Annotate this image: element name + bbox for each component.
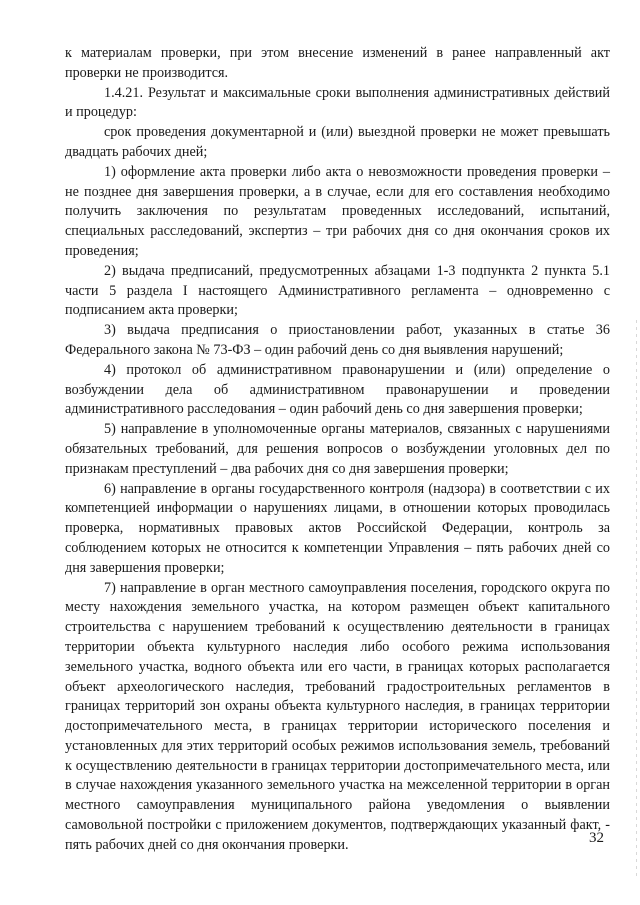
paragraph-item-5: 5) направление в уполномоченные органы материалов, связанных с нарушениями обязательных требований, для решения вопросов о возбуждении уголовных дел по признакам преступлений – два рабочих дня со дня завершения проверки; bbox=[65, 421, 610, 477]
paragraph-continuation: к материалам проверки, при этом внесение изменений в ранее направленный акт проверки не производится. bbox=[65, 45, 610, 81]
paragraph-section-heading: 1.4.21. Результат и максимальные сроки выполнения административных действий и процедур: bbox=[65, 84, 610, 121]
paragraph-item-1: 1) оформление акта проверки либо акта о невозможности проведения проверки – не позднее дня завершения проверки, а в случае, если для его составления необходимо получить заключения по результатам проведенных исследований, испытаний, специальных расследований, экспертиз – три рабочих дня со дня окончания сроков их проведения; bbox=[65, 163, 610, 259]
scan-edge-mark bbox=[636, 320, 637, 880]
paragraph-item-2: 2) выдача предписаний, предусмотренных абзацами 1-3 подпункта 2 пункта 5.1 части 5 раздела I настоящего Административного регламента – одновременно с подписанием акта проверки; bbox=[65, 262, 610, 319]
paragraph-inspection-term: срок проведения документарной и (или) выездной проверки не может превышать двадцать рабочих дней; bbox=[65, 124, 610, 160]
document-page bbox=[65, 44, 610, 856]
page-number: 32 bbox=[589, 830, 604, 846]
paragraph-item-6: 6) направление в органы государственного контроля (надзора) в соответствии с их компетенцией информации о нарушениях лицами, в отношении которых проводилась проверка, нормативных правовых актов Российской Федерации, контроль за соблюдением которых не относится к компетенции Управления – пять рабочих дней со дня завершения проверки; bbox=[65, 480, 610, 576]
paragraph-item-4: 4) протокол об административном правонарушении и (или) определение о возбуждении дела об административном правонарушении и проведении административного расследования – один рабочий день со дня завершения проверки; bbox=[65, 361, 610, 418]
paragraph-item-7: 7) направление в орган местного самоуправления поселения, городского округа по месту нахождения земельного участка, на котором размещен объект капитального строительства с нарушением требований к осуществлению деятельности в границах территории объекта культурного наследия либо особого режима использования земельного участка, водного объекта или его части, в границах которых располагается объект археологического наследия, требований градостроительных регламентов в границах территорий зон охраны объекта культурного наследия, в границах территории достопримечательного места, в границах территории исторического поселения и установленных для этих территорий особых режимов использования земель, требований к осуществлению деятельности в границах территории достопримечательного места, или в случае нахождения указанного земельного участка на межселенной территории в орган местного самоуправления муниципального района уведомления о выявлении самовольной постройки с приложением документов, подтверждающих указанный факт, - пять рабочих дней со дня окончания проверки. bbox=[65, 579, 610, 853]
paragraph-item-3: 3) выдача предписания о приостановлении работ, указанных в статье 36 Федерального закона № 73-ФЗ – один рабочий день со дня выявления нарушений; bbox=[65, 322, 610, 358]
